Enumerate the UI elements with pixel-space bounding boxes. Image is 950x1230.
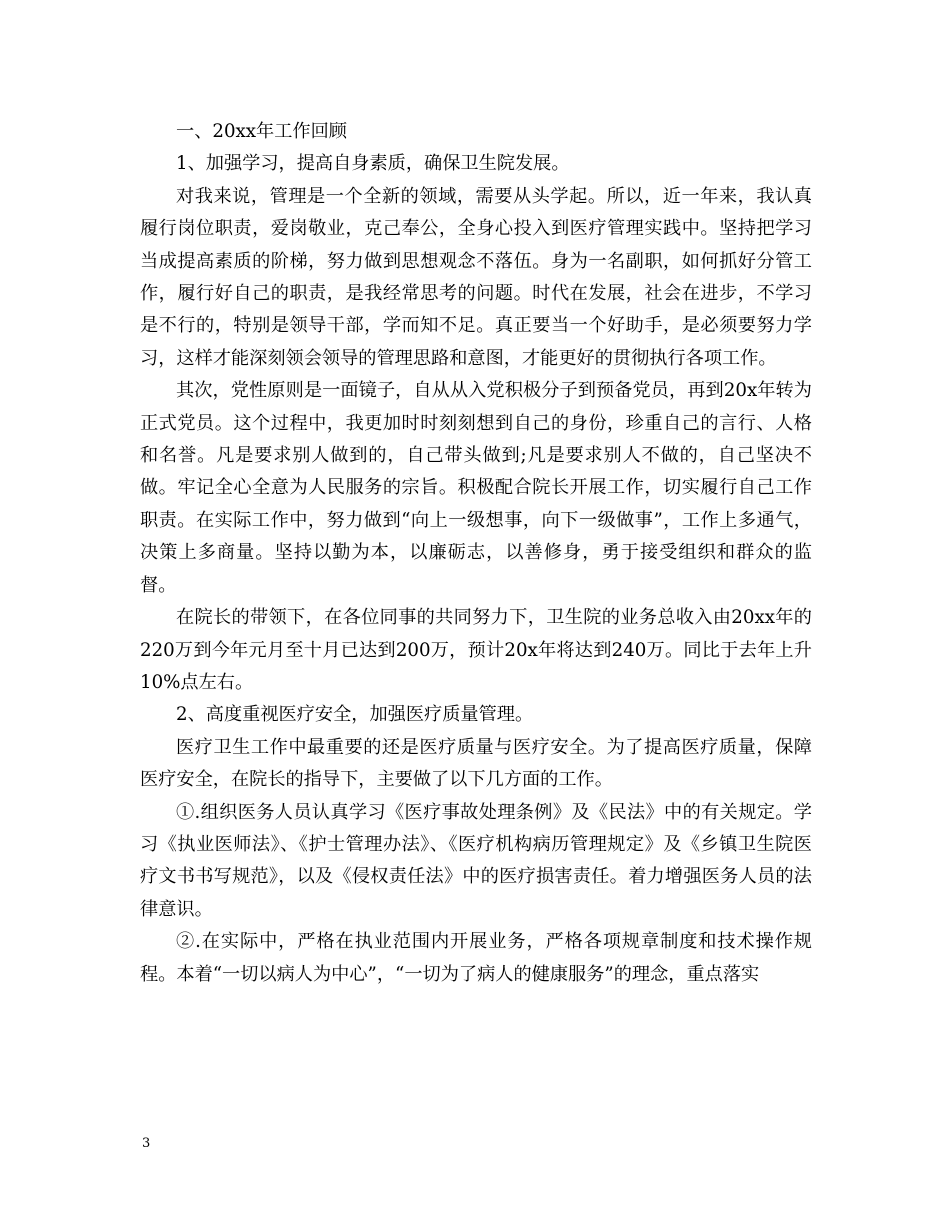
paragraph-party-principle: 其次，党性原则是一面镜子，自从从入党积极分子到预备党员，再到20x年转为正式党员。这个过程中，我更加时时刻刻想到自己的身份，珍重自己的言行、人格和名誉。凡是要求别人做到的，自己带头做到;凡是要求别人不做的，自己坚决不做。牢记全心全意为人民服务的宗旨。积极配合院长开展工作，切实履行自己工作职责。在实际工作中，努力做到“向上一级想事，向下一级做事”，工作上多通气，决策上多商量。坚持以勤为本，以廉砺志，以善修身，勇于接受组织和群众的监督。 xyxy=(140,380,812,596)
paragraph-management-learning: 对我来说，管理是一个全新的领域，需要从头学起。所以，近一年来，我认真履行岗位职责，爱岗敬业，克己奉公，全身心投入到医疗管理实践中。坚持把学习当成提高素质的阶梯，努力做到思想观念不落伍。身为一名副职，如何抓好分管工作，履行好自己的职责，是我经常思考的问题。时代在发展，社会在进步，不学习是不行的，特别是领导干部，学而知不足。真正要当一个好助手，是必须要努力学习，这样才能深刻领会领导的管理思路和意图，才能更好的贯彻执行各项工作。 xyxy=(140,185,812,369)
subheading-strengthen-study: 1、加强学习，提高自身素质，确保卫生院发展。 xyxy=(176,153,570,175)
section-heading-work-review: 一、20xx年工作回顾 xyxy=(176,121,347,142)
paragraph-item-2: ②.在实际中，严格在执业范围内开展业务，严格各项规章制度和技术操作规程。本着“一切以病人为中心”，“一切为了病人的健康服务”的理念，重点落实 xyxy=(140,931,812,985)
paragraph-item-1: ①.组织医务人员认真学习《医疗事故处理条例》及《民法》中的有关规定。学习《执业医师法》、《护士管理办法》、《医疗机构病历管理规定》及《乡镇卫生院医疗文书书写规范》，以及《侵权责任法》中的医疗损害责任。着力增强医务人员的法律意识。 xyxy=(140,801,812,920)
subheading-medical-safety: 2、高度重视医疗安全，加强医疗质量管理。 xyxy=(176,704,534,726)
page-number: 3 xyxy=(142,1136,151,1151)
paragraph-revenue: 在院长的带领下，在各位同事的共同努力下，卫生院的业务总收入由20xx年的220万到今年元月至十月已达到200万，预计20x年将达到240万。同比于去年上升10%点左右。 xyxy=(140,607,812,693)
document-body xyxy=(140,116,812,991)
paragraph-quality-intro: 医疗卫生工作中最重要的还是医疗质量与医疗安全。为了提高医疗质量，保障医疗安全，在院长的指导下，主要做了以下几方面的工作。 xyxy=(140,736,812,791)
